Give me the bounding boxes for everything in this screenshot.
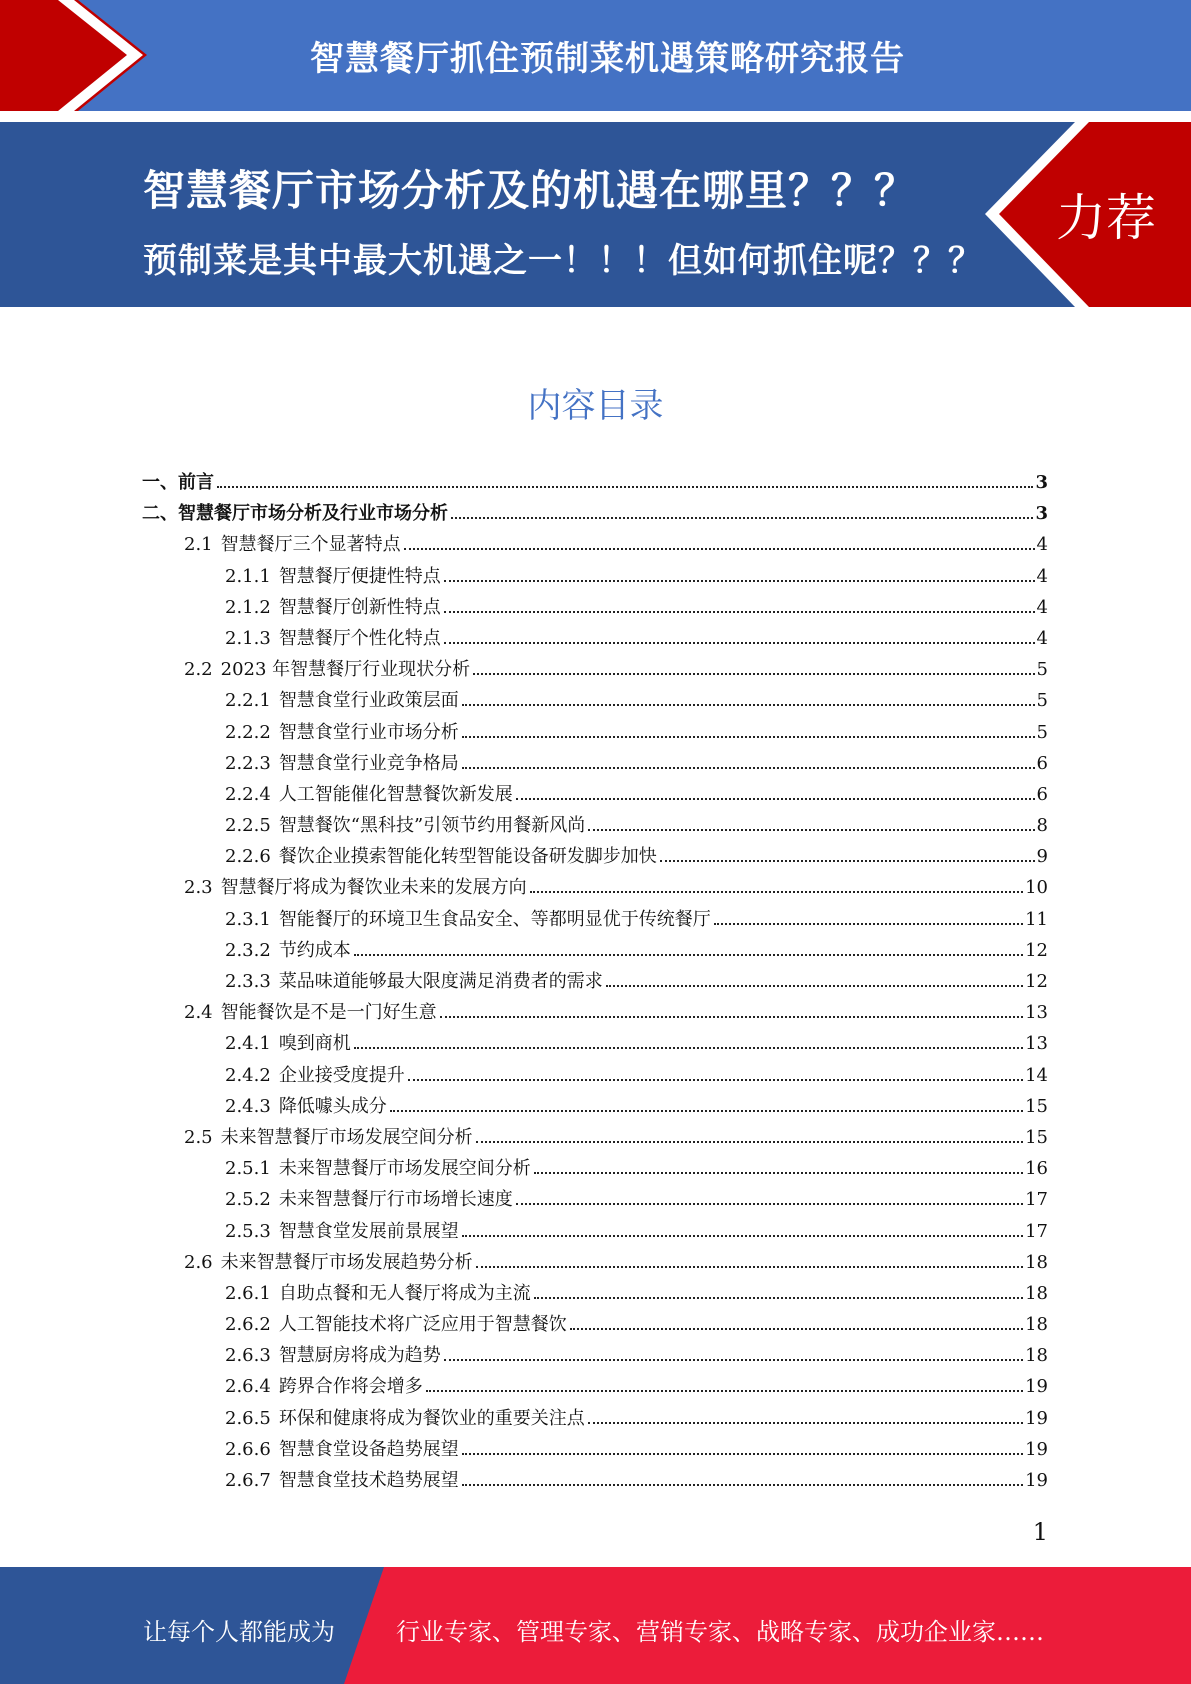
- toc-entry-label: [225, 966, 603, 997]
- toc-entry-number: 2.4.2: [225, 1064, 271, 1086]
- toc-entry-page: 4: [1036, 534, 1048, 556]
- toc-entry[interactable]: [142, 498, 1048, 529]
- toc-entry-page: 17: [1025, 1189, 1048, 1211]
- toc-entry-page: 9: [1036, 846, 1048, 868]
- toc-entry-page: 13: [1025, 1002, 1048, 1024]
- toc-entry-page: 5: [1036, 659, 1048, 681]
- toc-leader-dots: [440, 1016, 1023, 1018]
- toc-leader-dots: [462, 767, 1035, 769]
- toc-entry[interactable]: [142, 1091, 1048, 1122]
- toc-leader-dots: [462, 704, 1035, 706]
- toc-entry-label: [142, 498, 448, 529]
- toc-entry-title: 智慧餐厅市场分析及行业市场分析: [178, 503, 448, 525]
- toc-entry-number: 2.6: [184, 1251, 213, 1273]
- toc-entry-title: 降低噱头成分: [278, 1095, 387, 1117]
- toc-entry-title: 智慧食堂行业政策层面: [278, 690, 459, 712]
- toc-entry-page: 10: [1025, 877, 1048, 899]
- toc-leader-dots: [444, 580, 1035, 582]
- toc-entry[interactable]: [142, 1028, 1048, 1059]
- toc-entry-number: 2.2.4: [225, 783, 271, 805]
- toc-entry-title: 人工智能催化智慧餐饮新发展: [278, 783, 513, 805]
- toc-entry-page: 19: [1025, 1438, 1048, 1460]
- toc-entry-title: 智能餐厅的环境卫生食品安全、等都明显优于传统餐厅: [278, 908, 711, 930]
- toc-entry-title: 智慧餐厅个性化特点: [278, 627, 441, 649]
- toc-entry-label: [225, 561, 441, 592]
- toc-entry-label: [225, 779, 513, 810]
- toc-entry-number: 2.1.2: [225, 596, 271, 618]
- toc-leader-dots: [660, 860, 1035, 862]
- toc-leader-dots: [390, 1110, 1023, 1112]
- toc-entry-title: 未来智慧餐厅市场发展空间分析: [278, 1158, 531, 1180]
- toc-entry[interactable]: [142, 685, 1048, 716]
- toc-entry-label: [225, 1434, 459, 1465]
- toc-entry-page: 17: [1025, 1220, 1048, 1242]
- toc-entry[interactable]: [142, 1216, 1048, 1247]
- toc-entry-number: 2.2.3: [225, 752, 271, 774]
- toc-entry-number: 2.2.6: [225, 846, 271, 868]
- toc-entry-title: 智慧食堂行业竞争格局: [278, 752, 459, 774]
- toc-entry-number: 2.2: [184, 659, 213, 681]
- toc-entry[interactable]: [142, 872, 1048, 903]
- toc-entry-title: 智能餐饮是不是一门好生意: [220, 1002, 437, 1024]
- toc-entry-page: 18: [1025, 1314, 1048, 1336]
- toc-entry-label: [184, 529, 401, 560]
- toc-entry-title: 智慧食堂行业市场分析: [278, 721, 459, 743]
- toc-entry[interactable]: [142, 467, 1048, 498]
- toc-entry-number: 2.3.3: [225, 971, 271, 992]
- toc-entry-number: 二、: [142, 503, 178, 525]
- recommend-badge: 力荐: [1056, 189, 1156, 247]
- toc-entry-number: 2.4.3: [225, 1095, 271, 1117]
- toc-entry-title: 节约成本: [278, 939, 351, 961]
- toc-leader-dots: [476, 1266, 1023, 1268]
- toc-leader-dots: [516, 798, 1035, 800]
- toc-entry-title: 未来智慧餐厅市场发展空间分析: [220, 1126, 473, 1148]
- toc-entry[interactable]: [142, 779, 1048, 810]
- toc-entry[interactable]: [142, 1371, 1048, 1402]
- toc-entry-label: [225, 1278, 531, 1309]
- footer-slogan-right: 行业专家、管理专家、营销专家、战略专家、成功企业家……: [396, 1618, 1044, 1646]
- toc-entry-page: 15: [1025, 1126, 1048, 1148]
- toc-entry[interactable]: [142, 841, 1048, 872]
- toc-entry-number: 2.2.1: [225, 690, 271, 712]
- toc-leader-dots: [404, 548, 1035, 550]
- toc-entry-page: 8: [1036, 815, 1048, 837]
- toc-entry-label: [225, 717, 459, 748]
- toc-entry-label: [225, 748, 459, 779]
- toc-entry-page: 5: [1036, 721, 1048, 743]
- toc-entry[interactable]: [142, 623, 1048, 654]
- toc-entry-title: 企业接受度提升: [278, 1064, 405, 1086]
- toc-leader-dots: [354, 954, 1023, 956]
- toc-entry-number: 2.3.1: [225, 908, 271, 930]
- toc-leader-dots: [534, 1172, 1023, 1174]
- toc-entry-page: 18: [1025, 1345, 1048, 1367]
- hero-subheadline: 预制菜是其中最大机遇之一！！！但如何抓住呢？？？: [143, 241, 983, 281]
- toc-entry[interactable]: [142, 966, 1048, 997]
- toc-entry-page: 6: [1036, 783, 1048, 805]
- toc-entry[interactable]: [142, 561, 1048, 592]
- toc-entry-title: 餐饮企业摸索智能化转型智能设备研发脚步加快: [278, 846, 657, 868]
- toc-entry-number: 2.6.4: [225, 1376, 271, 1398]
- toc-entry-label: [225, 904, 711, 935]
- toc-entry-number: 2.6.2: [225, 1314, 271, 1336]
- toc-leader-dots: [606, 985, 1023, 987]
- toc-entry-label: [225, 810, 585, 841]
- toc-leader-dots: [462, 1484, 1023, 1486]
- toc-entry-label: [225, 623, 441, 654]
- toc-leader-dots: [462, 1453, 1023, 1455]
- toc-entry[interactable]: [142, 1278, 1048, 1309]
- toc-entry-page: 15: [1025, 1095, 1048, 1117]
- toc-entry-label: [225, 1465, 459, 1496]
- toc-entry[interactable]: [142, 592, 1048, 623]
- toc-entry[interactable]: [142, 654, 1048, 685]
- toc-entry-page: 14: [1025, 1064, 1048, 1086]
- toc-entry-title: 智慧餐厅便捷性特点: [278, 565, 441, 587]
- toc-entry-number: 2.6.1: [225, 1282, 271, 1304]
- toc-entry-label: [142, 467, 214, 498]
- toc-entry-page: 18: [1025, 1282, 1048, 1304]
- toc-entry-number: 2.1.1: [225, 565, 271, 587]
- toc-entry[interactable]: [142, 935, 1048, 966]
- toc-entry[interactable]: [142, 529, 1048, 560]
- toc-entry[interactable]: [142, 1403, 1048, 1434]
- toc-leader-dots: [530, 891, 1023, 893]
- toc-entry-title: 智慧餐厅将成为餐饮业未来的发展方向: [220, 877, 527, 899]
- toc-entry-title: 未来智慧餐厅市场发展趋势分析: [220, 1251, 473, 1273]
- toc-entry[interactable]: [142, 1122, 1048, 1153]
- toc-entry-label: [225, 1184, 513, 1215]
- toc-entry-number: 2.6.7: [225, 1470, 271, 1491]
- toc-leader-dots: [462, 736, 1035, 738]
- toc-entry-label: [225, 1216, 459, 1247]
- toc-entry-page: 4: [1036, 627, 1048, 649]
- toc-entry[interactable]: [142, 1309, 1048, 1340]
- toc-entry[interactable]: [142, 1465, 1048, 1496]
- toc-entry-page: 19: [1025, 1407, 1048, 1429]
- toc-entry-label: [225, 685, 459, 716]
- toc-entry-page: 19: [1025, 1470, 1048, 1491]
- hero-headline: 智慧餐厅市场分析及的机遇在哪里？？？: [143, 166, 918, 215]
- toc-entry-title: 智慧食堂设备趋势展望: [278, 1438, 459, 1460]
- toc-leader-dots: [473, 673, 1034, 675]
- toc-entry-label: [184, 1247, 473, 1278]
- toc-entry[interactable]: [142, 748, 1048, 779]
- toc-entry-number: 2.3.2: [225, 939, 271, 961]
- toc-entry[interactable]: [142, 904, 1048, 935]
- toc-leader-dots: [408, 1079, 1023, 1081]
- toc-entry-title: 智慧厨房将成为趋势: [278, 1345, 441, 1367]
- toc-entry-page: 13: [1025, 1033, 1048, 1055]
- toc-entry-label: [225, 1153, 531, 1184]
- toc-entry-page: 3: [1035, 503, 1048, 525]
- toc-leader-dots: [426, 1390, 1023, 1392]
- footer-slogan-left: 让每个人都能成为: [143, 1618, 335, 1646]
- toc-entry-number: 2.4.1: [225, 1033, 271, 1055]
- toc-entry[interactable]: [142, 1434, 1048, 1465]
- toc-entry-label: [225, 935, 351, 966]
- toc-entry[interactable]: [142, 1060, 1048, 1091]
- toc-entry-number: 2.2.5: [225, 815, 271, 837]
- toc-entry[interactable]: [142, 1247, 1048, 1278]
- toc-leader-dots: [444, 611, 1035, 613]
- toc-entry-title: 自助点餐和无人餐厅将成为主流: [278, 1282, 531, 1304]
- toc-leader-dots: [451, 517, 1033, 519]
- toc-entry-label: [225, 1371, 423, 1402]
- toc-entry-number: 2.5: [184, 1126, 213, 1148]
- toc-leader-dots: [714, 923, 1023, 925]
- toc-leader-dots: [516, 1203, 1023, 1205]
- toc-entry[interactable]: [142, 997, 1048, 1028]
- toc-leader-dots: [570, 1328, 1023, 1330]
- toc-entry-label: [184, 872, 527, 903]
- toc-entry-number: 2.6.3: [225, 1345, 271, 1367]
- toc-entry-label: [225, 1091, 387, 1122]
- toc-entry-label: [225, 1340, 441, 1371]
- toc-entry-title: 智慧餐厅创新性特点: [278, 596, 441, 618]
- toc-entry-number: 2.2.2: [225, 721, 271, 743]
- toc-entry-label: [184, 1122, 473, 1153]
- toc-entry-title: 智慧餐厅三个显著特点: [220, 534, 401, 556]
- toc-entry-page: 16: [1025, 1158, 1048, 1180]
- toc-entry-title: 智慧餐饮“黑科技”引领节约用餐新风尚: [278, 815, 586, 837]
- toc-entry-number: 2.6.5: [225, 1407, 271, 1429]
- toc-heading: 内容目录: [527, 386, 664, 426]
- toc-leader-dots: [444, 1359, 1023, 1361]
- toc-entry[interactable]: [142, 1340, 1048, 1371]
- toc-entry-title: 2023 年智慧餐厅行业现状分析: [220, 659, 471, 681]
- toc-entry-page: 6: [1036, 752, 1048, 774]
- toc-entry-page: 5: [1036, 690, 1048, 712]
- toc-entry-number: 2.6.6: [225, 1438, 271, 1460]
- toc-entry-page: 11: [1025, 908, 1048, 930]
- toc-entry-title: 人工智能技术将广泛应用于智慧餐饮: [278, 1314, 567, 1336]
- toc-entry-page: 19: [1025, 1376, 1048, 1398]
- toc-entry[interactable]: [142, 1153, 1048, 1184]
- toc-entry-label: [184, 997, 437, 1028]
- toc-entry-page: 18: [1025, 1251, 1048, 1273]
- toc-entry[interactable]: [142, 1184, 1048, 1215]
- toc-entry-title: 智慧食堂发展前景展望: [278, 1220, 459, 1242]
- table-of-contents: [142, 467, 1048, 1496]
- toc-entry[interactable]: [142, 717, 1048, 748]
- top-header-bar: [0, 0, 1191, 111]
- toc-entry-title: 菜品味道能够最大限度满足消费者的需求: [278, 971, 603, 992]
- toc-entry-page: 4: [1036, 565, 1048, 587]
- toc-leader-dots: [444, 642, 1035, 644]
- toc-entry-title: 环保和健康将成为餐饮业的重要关注点: [278, 1407, 585, 1429]
- toc-leader-dots: [462, 1235, 1023, 1237]
- toc-leader-dots: [354, 1047, 1023, 1049]
- toc-leader-dots: [476, 1141, 1023, 1143]
- toc-entry-number: 2.1: [184, 534, 213, 556]
- toc-entry-number: 2.5.1: [225, 1158, 271, 1180]
- page-number: 1: [1032, 1518, 1048, 1546]
- toc-entry-page: 12: [1025, 971, 1048, 992]
- toc-entry-title: 智慧食堂技术趋势展望: [278, 1470, 459, 1491]
- toc-entry-number: 2.5.3: [225, 1220, 271, 1242]
- toc-entry-label: [225, 1309, 567, 1340]
- toc-entry-number: 2.5.2: [225, 1189, 271, 1211]
- toc-entry-page: 4: [1036, 596, 1048, 618]
- toc-entry-label: [225, 1060, 405, 1091]
- toc-leader-dots: [217, 486, 1033, 488]
- report-title: 智慧餐厅抓住预制菜机遇策略研究报告: [310, 39, 905, 79]
- toc-leader-dots: [588, 1422, 1023, 1424]
- toc-entry-number: 2.1.3: [225, 627, 271, 649]
- toc-leader-dots: [534, 1297, 1023, 1299]
- toc-entry-title: 跨界合作将会增多: [278, 1376, 423, 1398]
- toc-entry-label: [225, 592, 441, 623]
- toc-entry-page: 12: [1025, 939, 1048, 961]
- toc-entry-label: [225, 1403, 585, 1434]
- toc-entry-title: 未来智慧餐厅行市场增长速度: [278, 1189, 513, 1211]
- toc-entry-page: 3: [1035, 472, 1048, 493]
- toc-leader-dots: [588, 829, 1034, 831]
- toc-entry-number: 2.4: [184, 1002, 213, 1024]
- toc-entry-title: 前言: [178, 472, 214, 493]
- toc-entry-number: 2.3: [184, 877, 213, 899]
- toc-entry-label: [225, 841, 657, 872]
- toc-entry-label: [225, 1028, 351, 1059]
- toc-entry[interactable]: [142, 810, 1048, 841]
- toc-entry-label: [184, 654, 470, 685]
- toc-entry-number: 一、: [142, 472, 178, 493]
- toc-entry-title: 嗅到商机: [278, 1033, 351, 1055]
